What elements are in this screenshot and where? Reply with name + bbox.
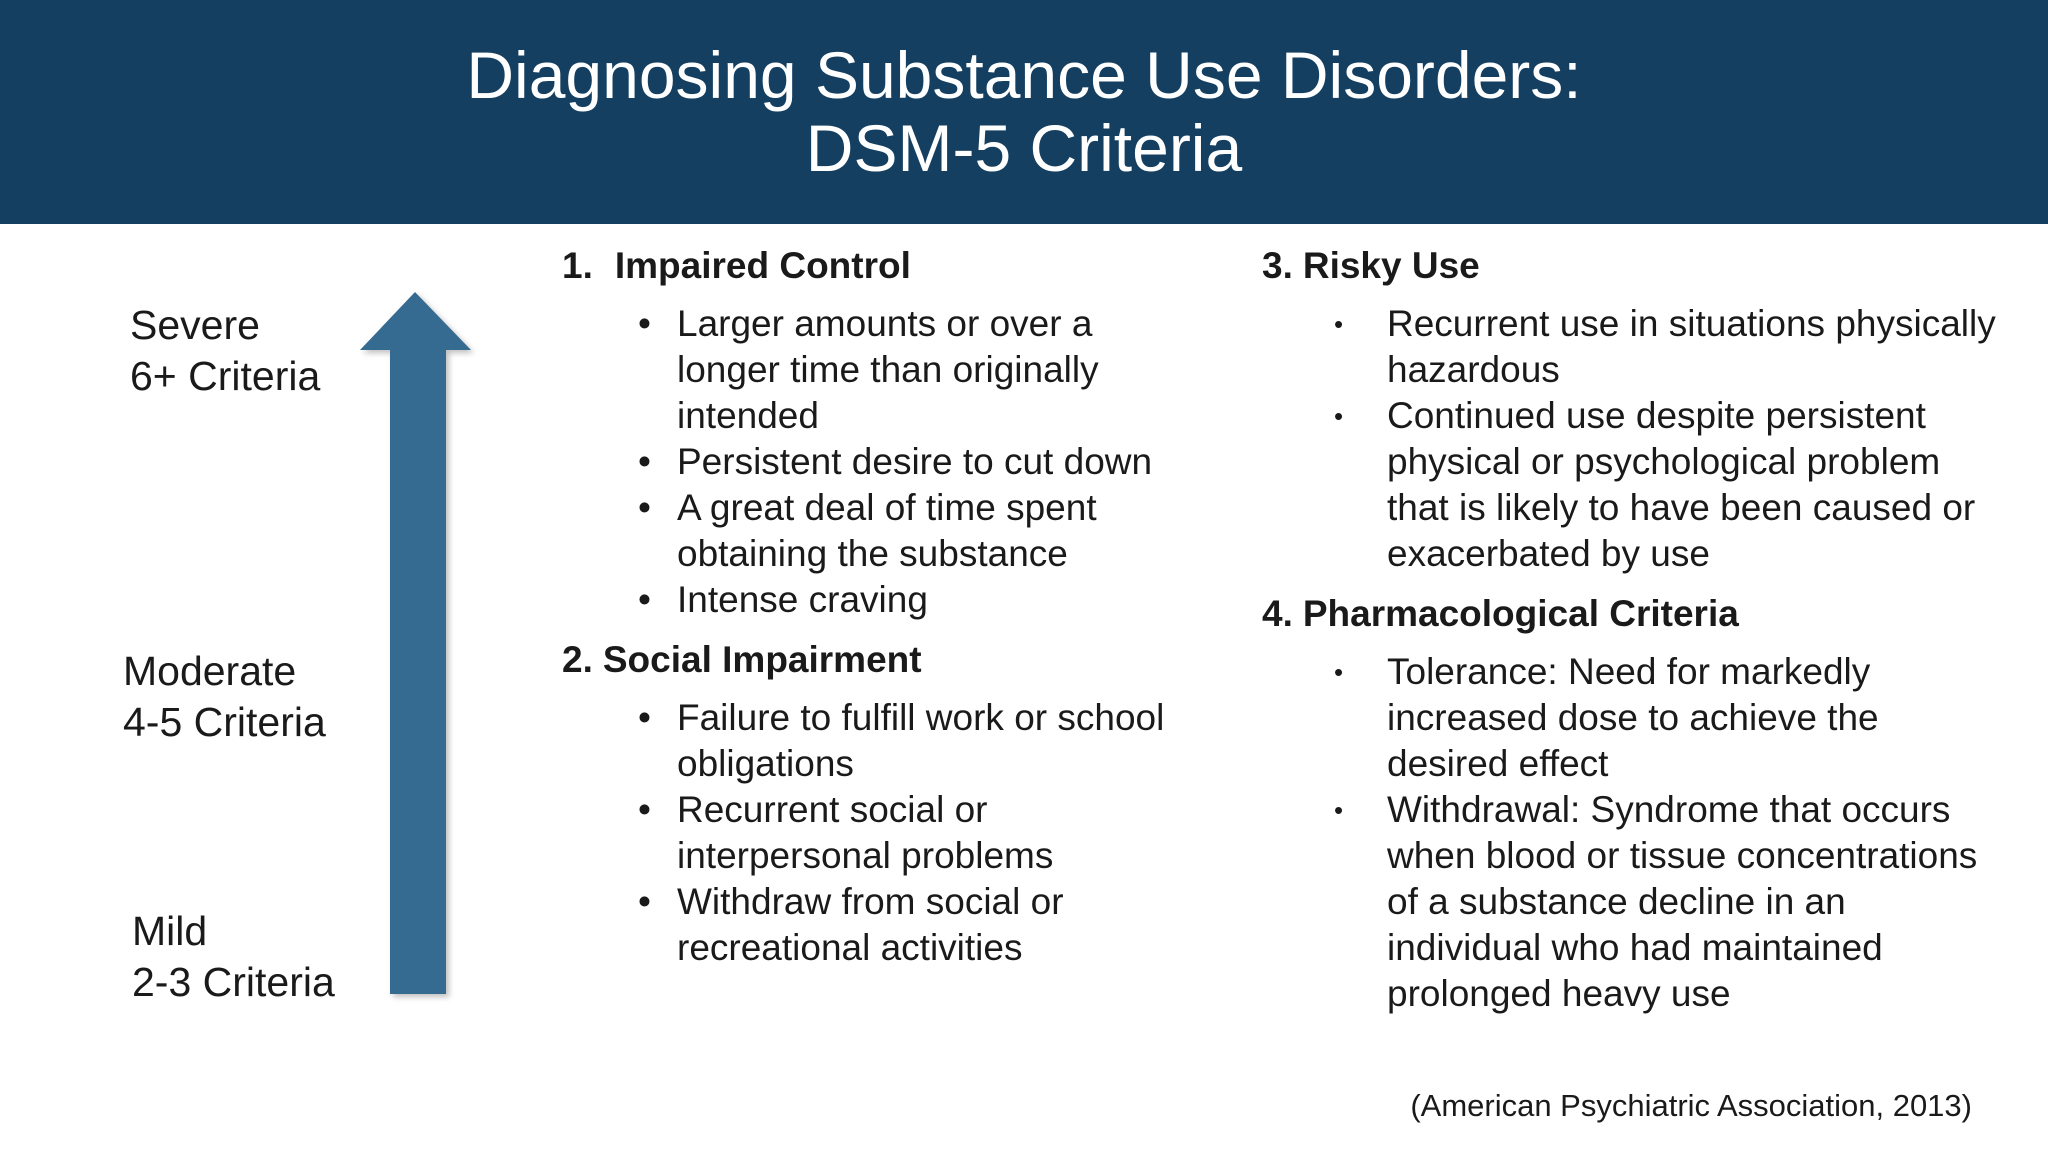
bullet-list (1262, 649, 2002, 1017)
criteria-section-2 (562, 637, 1202, 971)
list-item-text: Recurrent social or interpersonal problems (677, 789, 1054, 876)
section-heading (562, 637, 1202, 683)
list-item (562, 301, 1202, 439)
mild-criteria: 2-3 Criteria (132, 959, 335, 1005)
bullet-icon: • (638, 303, 651, 344)
list-item (562, 695, 1202, 787)
title-line-1: Diagnosing Substance Use Disorders: (466, 38, 1582, 112)
bullet-icon: • (1334, 795, 1344, 825)
bullet-icon: • (638, 697, 651, 738)
severity-mild-label (132, 906, 335, 1008)
section-heading (1262, 591, 2002, 637)
slide-title (466, 39, 1581, 185)
list-item (1262, 787, 2002, 1017)
mild-label: Mild (132, 908, 208, 954)
section-heading (562, 243, 1202, 289)
criteria-column-right (1262, 243, 2002, 1031)
section-heading (1262, 243, 2002, 289)
criteria-section-1 (562, 243, 1202, 623)
bullet-icon: • (1334, 309, 1344, 339)
list-item (1262, 649, 2002, 787)
list-item (1262, 393, 2002, 577)
bullet-icon: • (1334, 657, 1344, 687)
section-number: 1. (562, 245, 593, 286)
severity-moderate-label (123, 646, 326, 748)
list-item-text: A great deal of time spent obtaining the substance (677, 487, 1097, 574)
bullet-list (1262, 301, 2002, 577)
criteria-section-4 (1262, 591, 2002, 1017)
severity-severe-label (130, 300, 320, 402)
bullet-icon: • (1334, 401, 1344, 431)
list-item-text: Recurrent use in situations physically hazardous (1387, 303, 1996, 390)
section-title: Pharmacological Criteria (1302, 593, 1739, 634)
section-title: Social Impairment (602, 639, 922, 680)
list-item-text: Persistent desire to cut down (677, 441, 1153, 482)
list-item-text: Withdrawal: Syndrome that occurs when blood or tissue concentrations of a substance decline in an individual who had maintained prolonged heavy use (1387, 789, 1978, 1014)
list-item-text: Withdraw from social or recreational activities (677, 881, 1064, 968)
section-title: Impaired Control (614, 245, 911, 286)
list-item-text: Continued use despite persistent physical or psychological problem that is likely to have been caused or exacerbated by use (1387, 395, 1976, 574)
up-arrow-icon (356, 288, 482, 1004)
section-number: 3. (1262, 245, 1293, 286)
bullet-list (562, 301, 1202, 623)
bullet-icon: • (638, 881, 651, 922)
title-line-2: DSM-5 Criteria (805, 111, 1243, 185)
bullet-icon: • (638, 789, 651, 830)
bullet-list (562, 695, 1202, 971)
severe-criteria: 6+ Criteria (130, 353, 321, 399)
moderate-criteria: 4-5 Criteria (123, 699, 326, 745)
severe-label: Severe (130, 302, 260, 348)
bullet-icon: • (638, 441, 651, 482)
list-item (562, 787, 1202, 879)
criteria-column-left (562, 243, 1202, 985)
criteria-section-3 (1262, 243, 2002, 577)
arrow-shape (360, 292, 471, 994)
list-item (562, 439, 1202, 485)
list-item (1262, 301, 2002, 393)
list-item-text: Tolerance: Need for markedly increased dose to achieve the desired effect (1387, 651, 1879, 784)
list-item-text: Failure to fulfill work or school obligations (677, 697, 1165, 784)
list-item (562, 879, 1202, 971)
list-item-text: Intense craving (677, 579, 928, 620)
list-item (562, 485, 1202, 577)
bullet-icon: • (638, 487, 651, 528)
section-number: 2. (562, 639, 593, 680)
citation: (American Psychiatric Association, 2013) (1410, 1088, 1972, 1123)
bullet-icon: • (638, 579, 651, 620)
title-banner (0, 0, 2048, 224)
list-item-text: Larger amounts or over a longer time than originally intended (677, 303, 1099, 436)
list-item (562, 577, 1202, 623)
section-title: Risky Use (1302, 245, 1480, 286)
section-number: 4. (1262, 593, 1293, 634)
moderate-label: Moderate (123, 648, 297, 694)
